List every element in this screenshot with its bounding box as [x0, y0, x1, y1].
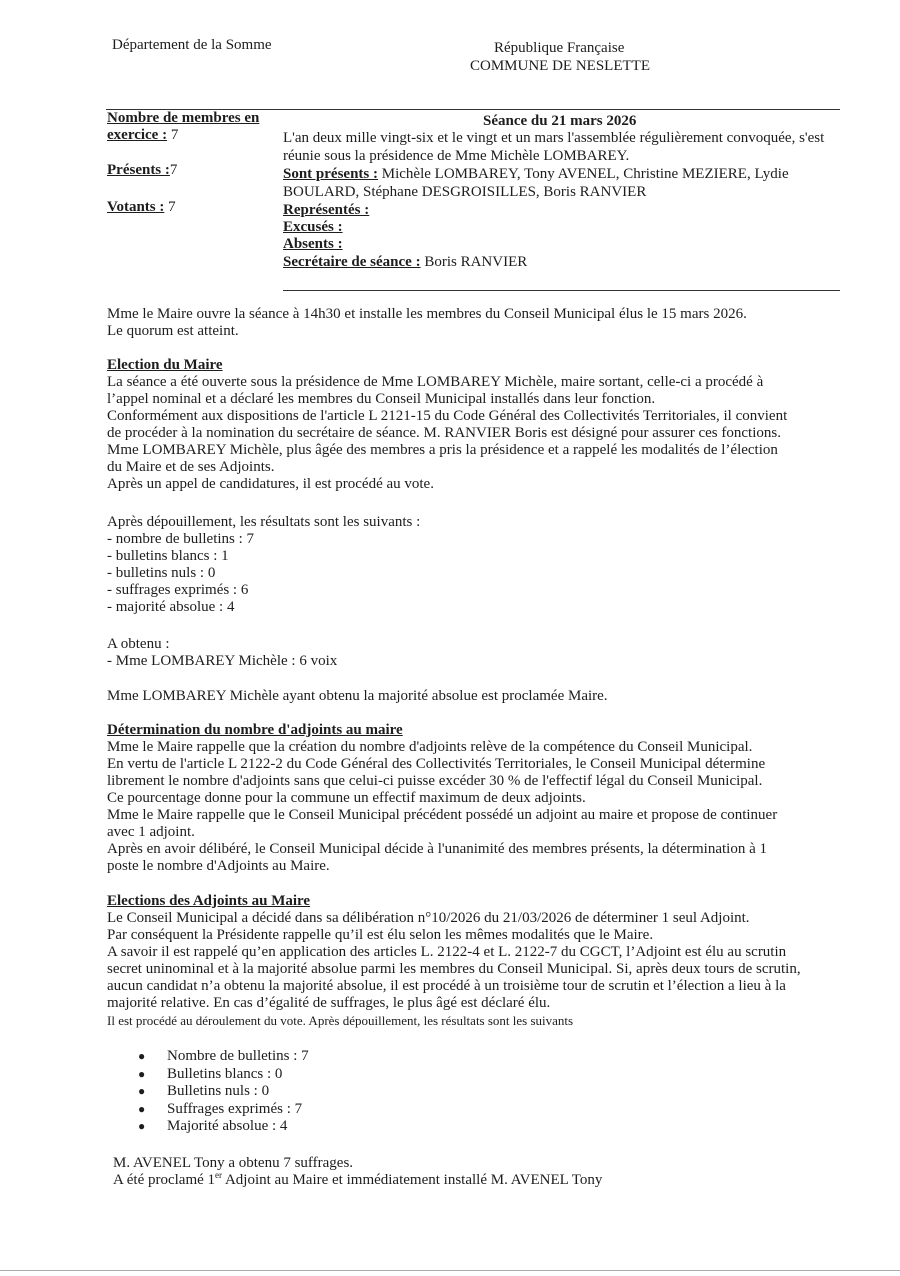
obtained-label: A obtenu : — [107, 636, 170, 652]
opening-paragraph — [107, 306, 807, 340]
election-maire-line: Conformément aux dispositions de l'article L 2121-15 du Code Général des Collectivités Territoriales, il convient — [107, 408, 788, 424]
secretary-label: Secrétaire de séance : — [283, 254, 421, 270]
adjoint-result-block — [113, 1155, 813, 1189]
adjoints-election-title: Elections des Adjoints au Maire — [107, 893, 311, 909]
present-members-1: Michèle LOMBAREY, Tony AVENEL, Christine MEZIERE, Lydie — [378, 166, 789, 182]
adjoints-count-section — [107, 722, 807, 875]
bullet-icon: ● — [138, 1049, 146, 1063]
result-item: - bulletins nuls : 0 — [107, 565, 216, 581]
adjoints-count-line: Mme le Maire rappelle que le Conseil Municipal précédent possédé un adjoint au maire et propose de continuer — [107, 807, 778, 823]
list-item: ● Bulletins nuls : 0 — [138, 1083, 270, 1099]
bullet-icon: ● — [138, 1066, 146, 1081]
election-results — [107, 514, 807, 616]
vote-line: Il est procédé au déroulement du vote. Après dépouillement, les résultats sont les suivants — [107, 1013, 574, 1028]
republic-label: République Française — [494, 40, 625, 56]
bullet-icon: ● — [138, 1084, 146, 1098]
present-value: 7 — [169, 162, 178, 178]
bullet-icon: ● — [138, 1101, 146, 1116]
department-label: Département de la Somme — [112, 37, 272, 53]
opening-line-1: Mme le Maire ouvre la séance à 14h30 et installe les membres du Conseil Municipal élus le 15 mars 2026. — [107, 306, 747, 322]
adjoints-election-line: majorité relative. En cas d’égalité de suffrages, le plus âgé est déclaré élu. — [107, 995, 551, 1011]
adjoint-results-list — [138, 1048, 309, 1136]
proclamation-block — [107, 688, 807, 705]
absent-label: Absents : — [283, 236, 343, 252]
secretary-value: Boris RANVIER — [420, 254, 528, 270]
adjoints-count-line: Mme le Maire rappelle que la création du nombre d'adjoints relève de la compétence du Conseil Municipal. — [107, 739, 753, 755]
election-maire-line: La séance a été ouverte sous la présidence de Mme LOMBAREY Michèle, maire sortant, celle-ci a procédé à — [107, 374, 764, 390]
result-item: - nombre de bulletins : 7 — [107, 531, 255, 547]
list-item: ● Majorité absolue : 4 — [138, 1118, 288, 1134]
voters-label: Votants : — [107, 199, 165, 215]
session-bottom-rule — [283, 290, 840, 291]
adjoints-election-line: aucun candidat n’a obtenu la majorité absolue, il est procédé à un troisième tour de scrutin et l’élection a lieu à la — [107, 978, 786, 994]
excused-label: Excusés : — [283, 219, 343, 235]
present-members-label: Sont présents : — [283, 166, 379, 182]
adjoints-election-section — [107, 893, 807, 1029]
result-item: - suffrages exprimés : 6 — [107, 582, 249, 598]
members-label: Nombre de membres en — [107, 110, 260, 126]
adjoint-result-line: M. AVENEL Tony a obtenu 7 suffrages. — [113, 1155, 354, 1171]
election-maire-line: de procéder à la nomination du secrétaire de séance. M. RANVIER Boris est désigné pour assurer ces fonctions. — [107, 425, 781, 441]
result-item: - bulletins blancs : 1 — [107, 548, 229, 564]
adjoints-election-line: Par conséquent la Présidente rappelle qu’il est élu selon les mêmes modalités que le Maire. — [107, 927, 654, 943]
results-intro: Après dépouillement, les résultats sont les suivants : — [107, 514, 421, 530]
session-title: Séance du 21 mars 2026 — [483, 113, 637, 129]
represented-label: Représentés : — [283, 202, 370, 218]
adjoints-count-line: En vertu de l'article L 2122-2 du Code Général des Collectivités Territoriales, le Conseil Municipal détermine — [107, 756, 766, 772]
election-maire-section — [107, 357, 807, 493]
commune-label: COMMUNE DE NESLETTE — [470, 58, 650, 74]
adjoints-count-line: poste le nombre d'Adjoints au Maire. — [107, 858, 330, 874]
opening-line-2: Le quorum est atteint. — [107, 323, 239, 339]
page-bottom-rule — [0, 1270, 900, 1271]
adjoints-count-title: Détermination du nombre d'adjoints au maire — [107, 722, 403, 738]
list-item: ● Bulletins blancs : 0 — [138, 1065, 283, 1082]
adjoints-count-line: Ce pourcentage donne pour la commune un effectif maximum de deux adjoints. — [107, 790, 586, 806]
adjoints-count-line: avec 1 adjoint. — [107, 824, 195, 840]
election-maire-line: l’appel nominal et a déclaré les membres du Conseil Municipal installés dans leur fonction. — [107, 391, 656, 407]
session-intro-1: L'an deux mille vingt-six et le vingt et un mars l'assemblée régulièrement convoquée, s'est — [283, 130, 825, 146]
members-value: 7 — [170, 127, 179, 143]
mayor-proclamation: Mme LOMBAREY Michèle ayant obtenu la majorité absolue est proclamée Maire. — [107, 688, 608, 704]
election-maire-line: Après un appel de candidatures, il est procédé au vote. — [107, 476, 434, 492]
adjoints-election-line: A savoir il est rappelé qu’en application des articles L. 2122-4 et L. 2122-7 du CGCT, l’Adjoint est élu au scrutin — [107, 944, 787, 960]
adjoint-proclamation: A été proclamé 1er Adjoint au Maire et immédiatement installé M. AVENEL Tony — [113, 1170, 603, 1188]
adjoints-election-line: secret uninominal et à la majorité absolue parmi les membres du Conseil Municipal. Si, après deux tours de scrutin, — [107, 961, 801, 977]
present-label: Présents : — [107, 162, 170, 178]
present-members-2: BOULARD, Stéphane DESGROISILLES, Boris RANVIER — [283, 184, 647, 200]
voters-value: 7 — [168, 199, 176, 215]
election-maire-line: Mme LOMBAREY Michèle, plus âgée des membres a pris la présidence et a rappelé les modalités de l’élection — [107, 442, 778, 458]
list-item: ● Suffrages exprimés : 7 — [138, 1100, 303, 1117]
members-label-2: exercice : — [107, 127, 168, 143]
bullet-icon: ● — [138, 1119, 146, 1133]
adjoints-count-line: Après en avoir délibéré, le Conseil Municipal décide à l'unanimité des membres présents, la détermination à 1 — [107, 841, 767, 857]
adjoints-election-line: Le Conseil Municipal a décidé dans sa délibération n°10/2026 du 21/03/2026 de déterminer 1 seul Adjoint. — [107, 910, 750, 926]
adjoints-count-line: librement le nombre d'adjoints sans que celui-ci puisse excéder 30 % de l'effectif légal du Conseil Municipal. — [107, 773, 763, 789]
obtained-value: - Mme LOMBAREY Michèle : 6 voix — [107, 653, 338, 669]
election-maire-line: du Maire et de ses Adjoints. — [107, 459, 275, 475]
list-item: ● Nombre de bulletins : 7 — [138, 1048, 309, 1064]
obtained-block — [107, 636, 807, 670]
result-item: - majorité absolue : 4 — [107, 599, 235, 615]
session-intro-2: réunie sous la présidence de Mme Michèle LOMBAREY. — [283, 148, 630, 164]
election-maire-title: Election du Maire — [107, 357, 223, 373]
